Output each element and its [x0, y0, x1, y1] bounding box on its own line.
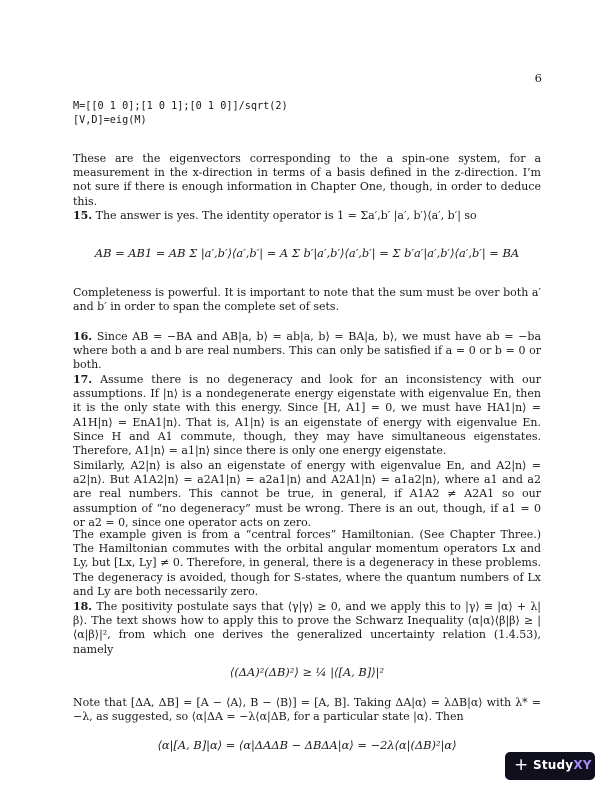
problem-number: 16.: [73, 330, 93, 343]
badge-label: StudyXY: [533, 758, 592, 772]
problem-text: The answer is yes. The identity operator is 1 = Σa′,b′ |a′, b′⟩⟨a′, b′| so: [95, 209, 477, 222]
problem-18: [73, 600, 541, 657]
plus-icon: +: [514, 755, 529, 775]
equation-18: ⟨(ΔA)²(ΔB)²⟩ ≥ ¼ |⟨[A, B]⟩|²: [229, 665, 385, 679]
page-number: 6: [534, 71, 542, 85]
intro-paragraph: These are the eigenvectors corresponding to the a spin-one system, for a measurement in the x-direction in terms of a basis defined in the z-direction. I’m not sure if there is enough information in Chapter One, though, in order to deduce this.: [73, 152, 541, 208]
equation-15: AB = AB1 = AB Σ |a′,b′⟩⟨a′,b′| = A Σ b′|a′,b′⟩⟨a′,b′| = Σ b′a′|a′,b′⟩⟨a′,b′| = BA: [94, 246, 520, 260]
equation-18b: ⟨α|[A, B]|α⟩ = ⟨α|ΔAΔB − ΔBΔA|α⟩ = −2λ⟨α|(ΔB)²|α⟩: [157, 738, 457, 752]
code-line: [V,D]=eig(M): [73, 115, 147, 126]
problem-number: 18.: [73, 600, 93, 613]
problem-16: [73, 330, 541, 373]
problem-15: [73, 209, 541, 223]
problem-number: 15.: [73, 209, 93, 222]
problem-number: 17.: [73, 373, 93, 386]
problem-text: Since AB = −BA and AB|a, b⟩ = ab|a, b⟩ = BA|a, b⟩, we must have ab = −ba where both a and b are real numbers. This can only be satisfied if a = 0 or b = 0 or both.: [73, 330, 542, 372]
problem-17-continued: Similarly, A2|n⟩ is also an eigenstate of energy with eigenvalue En, and A2|n⟩ = a2|n⟩. But A1A2|n⟩ = a2A1|n⟩ = a2a1|n⟩ and A2A1|n⟩ = a1a2|n⟩, where a1 and a2 are real numbers. This cannot be true, in general, if A1A2 ≠ A2A1 so our assumption of “no degeneracy” must be wrong. There is an out, though, if a1 = 0 or a2 = 0, since one operator acts on zero.: [73, 459, 541, 529]
code-line: M=[[0 1 0];[1 0 1];[0 1 0]]/sqrt(2): [73, 101, 288, 112]
problem-text: Assume there is no degeneracy and look for an inconsistency with our assumptions. If |n⟩ is a nondegenerate energy eigenstate with eigenvalue En, then it is the only state with this energy. Since [H, A1] = 0, we must have HA1|n⟩ = A1H|n⟩ = EnA1|n⟩. That is, A1|n⟩ is an eigenstate of energy with eigenvalue En. Since H and A1 commute, though, they may have simultaneous eigenstates. Therefore, A1|n⟩ = a1|n⟩ since there is only one energy eigenstate.: [73, 373, 542, 458]
code-block: [73, 100, 288, 128]
problem-15-followup: Completeness is powerful. It is important to note that the sum must be over both a′ and b′ in order to span the complete set of sets.: [73, 286, 541, 314]
problem-17-example: The example given is from a “central forces” Hamiltonian. (See Chapter Three.) The Hamiltonian commutes with the orbital angular momentum operators Lx and Ly, but [Lx, Ly] ≠ 0. Therefore, in general, there is a degeneracy in these problems. The degeneracy is avoided, though for S-states, where the quantum numbers of Lx and Ly are both necessarily zero.: [73, 528, 541, 598]
studyxy-badge[interactable]: [505, 752, 595, 780]
problem-17: [73, 373, 541, 458]
problem-text: The positivity postulate says that ⟨γ|γ⟩ ≥ 0, and we apply this to |γ⟩ ≡ |α⟩ + λ|β⟩. The text shows how to apply this to prove the Schwarz Inequality ⟨α|α⟩⟨β|β⟩ ≥ |⟨α|β⟩|², from which one derives the generalized uncertainty relation (1.4.53), namely: [73, 600, 542, 656]
problem-18-followup: Note that [ΔA, ΔB] = [A − ⟨A⟩, B − ⟨B⟩] = [A, B]. Taking ΔA|α⟩ = λΔB|α⟩ with λ* = −λ, as suggested, so ⟨α|ΔA = −λ⟨α|ΔB, for a particular state |α⟩. Then: [73, 696, 541, 724]
